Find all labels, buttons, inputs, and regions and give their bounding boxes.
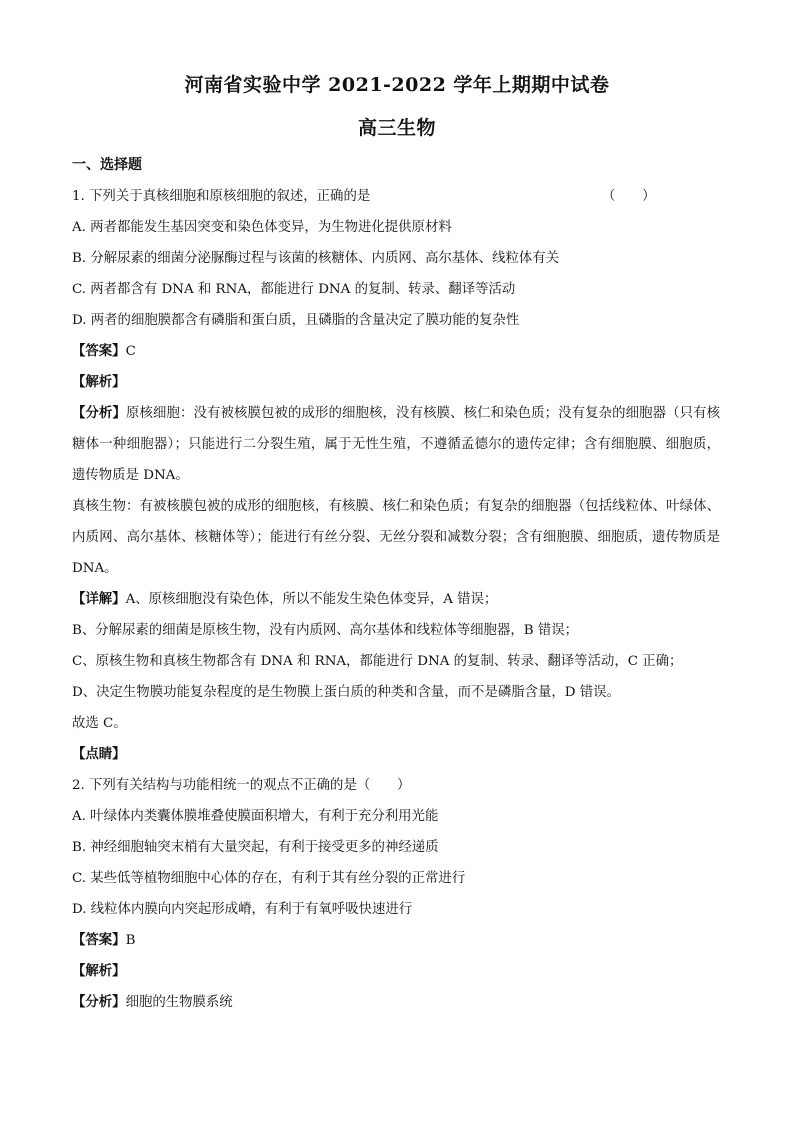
question-1-xiangjie-c: C、原核生物和真核生物都含有 DNA 和 RNA，都能进行 DNA 的复制、转录、翻译等活动，C 正确；: [72, 654, 683, 669]
section-heading: 一、选择题: [72, 157, 142, 173]
question-2-analysis-tag: 【解析】: [72, 963, 126, 979]
document-title: 河南省实验中学 2021-2022 学年上期期中试卷: [184, 74, 610, 96]
question-1-fenxi: [72, 398, 720, 491]
question-2-fenxi: [72, 987, 720, 1018]
fenxi-tag: 【分析】: [72, 994, 126, 1010]
document-body: [72, 150, 720, 1018]
fenxi-text: 原核细胞：没有被核膜包被的成形的细胞核，没有核膜、核仁和染色质；没有复杂的细胞器（只有核糖体一种细胞器）；只能进行二分裂生殖，属于无性生殖，不遵循孟德尔的遗传定律；含有细胞膜、细胞质，遗传物质是 DNA。: [72, 406, 721, 483]
question-1-conclusion: 故选 C。: [72, 716, 127, 731]
question-2-answer: [72, 925, 720, 956]
xiangjie-line-a: A、原核细胞没有染色体，所以不能发生染色体变异，A 错误；: [125, 592, 498, 607]
question-1-xiangjie-a: [72, 584, 720, 615]
question-1-option-a: A. 两者都能发生基因突变和染色体变异，为生物进化提供原材料: [72, 220, 452, 235]
question-1-eukaryote-text: 真核生物：有被核膜包被的成形的细胞核，有核膜、核仁和染色质；有复杂的细胞器（包括线粒体、叶绿体、内质网、高尔基体、核糖体等）；能进行有丝分裂、无丝分裂和减数分裂；含有细胞膜、细胞质，遗传物质是 DNA。: [72, 499, 720, 576]
fenxi-text: 细胞的生物膜系统: [125, 995, 233, 1010]
question-1-option-c: C. 两者都含有 DNA 和 RNA，都能进行 DNA 的复制、转录、翻译等活动: [72, 282, 516, 297]
xiangjie-tag: 【详解】: [72, 591, 126, 607]
question-1-option-b: B. 分解尿素的细菌分泌脲酶过程与该菌的核糖体、内质网、高尔基体、线粒体有关: [72, 251, 560, 266]
question-2-option-b: B. 神经细胞轴突末梢有大量突起，有利于接受更多的神经递质: [72, 840, 439, 855]
question-2-stem: 2. 下列有关结构与功能相统一的观点不正确的是（ ）: [72, 778, 411, 793]
question-1-stem-text: 1. 下列关于真核细胞和原核细胞的叙述，正确的是: [72, 189, 371, 204]
question-1-answer-blank: （ ）: [602, 189, 656, 204]
fenxi-tag: 【分析】: [72, 405, 127, 421]
question-1-xiangjie-d: D、决定生物膜功能复杂程度的是生物膜上蛋白质的种类和含量，而不是磷脂含量，D 错误。: [72, 685, 620, 700]
question-1-analysis-tag: 【解析】: [72, 374, 126, 390]
answer-value: C: [125, 344, 136, 359]
question-1-stem: [72, 181, 720, 212]
answer-tag: 【答案】: [72, 343, 126, 359]
question-2-option-a: A. 叶绿体内类囊体膜堆叠使膜面积增大，有利于充分利用光能: [72, 809, 439, 824]
question-1-option-d: D. 两者的细胞膜都含有磷脂和蛋白质，且磷脂的含量决定了膜功能的复杂性: [72, 313, 520, 328]
document-subtitle: 高三生物: [357, 117, 436, 139]
question-1-answer: [72, 336, 720, 367]
question-1-dianjing-tag: 【点睛】: [72, 746, 126, 762]
question-2-option-c: C. 某些低等植物细胞中心体的存在，有利于其有丝分裂的正常进行: [72, 871, 466, 886]
answer-value: B: [125, 933, 136, 948]
question-1-xiangjie-b: B、分解尿素的细菌是原核生物，没有内质网、高尔基体和线粒体等细胞器，B 错误；: [72, 623, 578, 638]
question-2-option-d: D. 线粒体内膜向内突起形成嵴，有利于有氧呼吸快速进行: [72, 902, 413, 917]
answer-tag: 【答案】: [72, 932, 126, 948]
